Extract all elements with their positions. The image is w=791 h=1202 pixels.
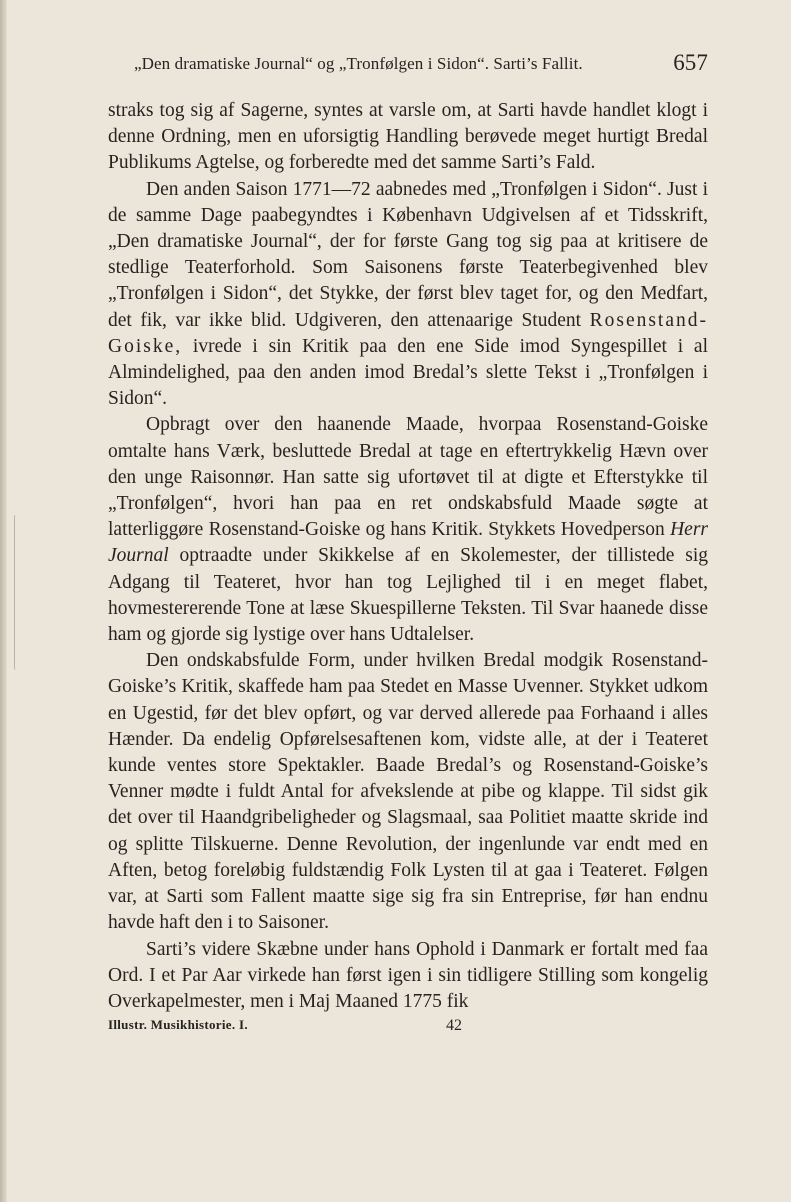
paragraph-2-text: Den anden Saison 1771—72 aabnedes med „Tronfølgen i Sidon“. Just i de samme Dage paabegyndtes i København Udgivelsen af et Tidsskrift, „Den dramatiske Journal“, der for første Gang tog sig paa at kritisere de stedlige Teaterforhold. Som Saisonens første Teaterbegivenhed blev „Tronfølgen i Sidon“, det Stykke, der først blev taget for, og den Medfart, det fik, var ikke blid. Udgiveren, den attenaarige Student	[108, 178, 708, 331]
paragraph-4-text: Den ondskabsfulde Form, under hvilken Bredal modgik Rosenstand-Goiske’s Kritik, skaffede ham paa Stedet en Masse Uvenner. Stykket udkom en Ugestid, før det blev opført, og var derved allerede paa Forhaand i alles Hænder. Da endelig Opførelsesaftenen kom, vidste alle, at der i Teateret kunde ventes store Spektakler. Baade Bredal’s og Rosenstand-Goiske’s Venner mødte i fuldt Antal for afvekslende at pibe og klappe. Til sidst gik det over til Haandgribeligheder og Slagsmaal, saa Politiet maatte skride ind og splitte Tilskuerne. Denne Revolution, der ingenlunde var endt med en Aften, betog foreløbig fuldstændig Folk Lysten til at gaa i Teateret. Følgen var, at Sarti som Fallent maatte sige sig fra sin Entreprise, før han endnu havde haft den i to Saisoner.	[108, 650, 708, 934]
paragraph-1	[108, 98, 708, 177]
paragraph-5-text: Sarti’s videre Skæbne under hans Ophold i Danmark er fortalt med faa Ord. I et Par Aar virkede han først igen i sin tidligere Stilling som kongelig Overkapelmester, men i Maj Maaned 1775 fik	[108, 938, 708, 1012]
page-number: 657	[673, 50, 708, 75]
paragraph-1-text: straks tog sig af Sagerne, syntes at varsle om, at Sarti havde handlet klogt i denne Ordning, men en uforsigtig Handling berøvede meget hurtigt Bredal Publikums Agtelse, og forberedte med det samme Sarti’s Fald.	[108, 100, 708, 174]
footer-signature-number: 42	[446, 1017, 462, 1035]
book-page	[108, 52, 708, 1041]
margin-pencil-mark	[14, 515, 18, 670]
paragraph-2	[108, 177, 708, 413]
paragraph-3	[108, 412, 708, 648]
page-footer	[108, 1017, 708, 1041]
footer-book-title: Illustr. Musikhistorie. I.	[108, 1017, 248, 1033]
paragraph-3-italic-title: Herr Journal	[108, 519, 708, 567]
paragraph-3-text-after: optraadte under Skikkelse af en Skolemester, der tillistede sig Adgang til Teateret, hvor han tog Lejlighed til i en meget flabet, hovmestererende Tone at læse Skuespillerne Teksten. Til Svar haanede disse ham og gjorde sig lystige over hans Udtalelser.	[108, 545, 708, 646]
body-text	[108, 98, 708, 1015]
paragraph-3-text: Opbragt over den haanende Maade, hvorpaa Rosenstand-Goiske omtalte hans Værk, besluttede Bredal at tage en eftertrykkelig Hævn over den unge Raisonnør. Han satte sig ufortøvet til at digte et Efterstykke til „Tronfølgen“, hvori han paa en ret ondskabsfuld Maade søgte at latterliggøre Rosenstand-Goiske og hans Kritik. Stykkets Hovedperson	[108, 414, 708, 541]
paragraph-5	[108, 937, 708, 1016]
running-head	[108, 52, 708, 86]
running-head-title: „Den dramatiske Journal“ og „Tronfølgen i Sidon“. Sarti’s Fallit.	[134, 54, 583, 73]
paragraph-2-text-after: ivrede i sin Kritik paa den ene Side imod Syngespillet i al Almindelighed, paa den anden imod Bredal’s slette Tekst i „Tronfølgen i Sidon“.	[108, 335, 708, 410]
paragraph-2-spaced-name: Rosenstand-Goiske,	[108, 309, 708, 357]
page-binding-edge	[0, 0, 7, 1202]
paragraph-4	[108, 648, 708, 936]
